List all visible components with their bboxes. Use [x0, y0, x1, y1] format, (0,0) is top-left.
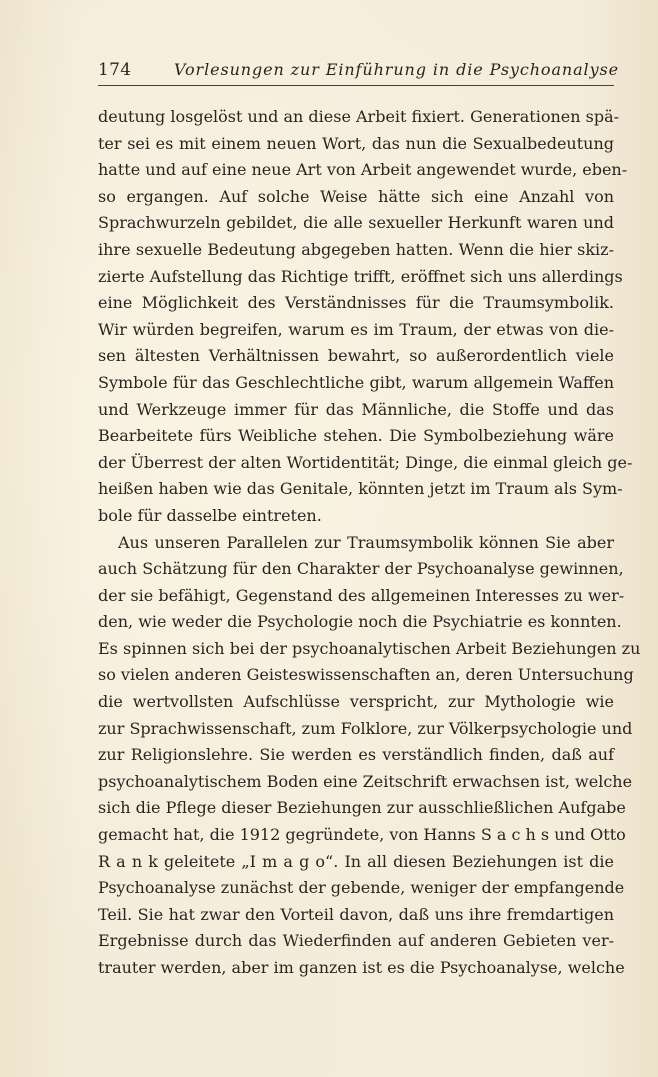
text-line: so ergangen. Auf solche Weise hätte sich eine Anzahl von: [98, 186, 614, 206]
text-line: zur Sprachwissenschaft, zum Folklore, zur Völkerpsychologie und: [98, 718, 633, 738]
text-line: zur Religionslehre. Sie werden es verständlich finden, daß auf: [98, 745, 614, 765]
text-line: der sie befähigt, Gegenstand des allgemeinen Interesses zu wer-: [98, 585, 625, 605]
running-head: Vorlesungen zur Einführung in die Psychoanalyse: [174, 60, 619, 79]
text-line: hatte und auf eine neue Art von Arbeit angewendet wurde, eben-: [98, 160, 628, 180]
text-line: gemacht hat, die 1912 gegründete, von Hanns S a c h s und Otto: [98, 825, 626, 845]
body-text: [98, 104, 641, 982]
text-line: Ergebnisse durch das Wiederfinden auf anderen Gebieten ver-: [98, 931, 614, 951]
text-line: ter sei es mit einem neuen Wort, das nun die Sexualbedeutung: [98, 133, 614, 153]
paragraph: [98, 104, 633, 530]
text-line: auch Schätzung für den Charakter der Psychoanalyse gewinnen,: [98, 559, 624, 579]
text-line: heißen haben wie das Genitale, könnten jetzt im Traum als Sym-: [98, 479, 623, 499]
page-number: 174: [98, 60, 132, 80]
text-line: den, wie weder die Psychologie noch die Psychiatrie es konnten.: [98, 612, 622, 632]
text-line: sen ältesten Verhältnissen bewahrt, so außerordentlich viele: [98, 346, 614, 366]
paragraph: [98, 530, 641, 982]
text-line: ihre sexuelle Bedeutung abgegeben hatten. Wenn die hier skiz-: [98, 239, 614, 259]
text-line: Bearbeitete fürs Weibliche stehen. Die Symbolbeziehung wäre: [98, 426, 614, 446]
text-line: Wir würden begreifen, warum es im Traum, der etwas von die-: [98, 319, 614, 339]
text-line: Aus unseren Parallelen zur Traumsymbolik können Sie aber: [118, 532, 614, 552]
header-rule: [98, 85, 614, 86]
text-line: die wertvollsten Aufschlüsse verspricht, zur Mythologie wie: [98, 692, 614, 712]
text-line: R a n k geleitete „I m a g o“. In all diesen Beziehungen ist die: [98, 851, 614, 871]
text-line: sich die Pflege dieser Beziehungen zur ausschließlichen Aufgabe: [98, 798, 626, 818]
text-line: psychoanalytischem Boden eine Zeitschrift erwachsen ist, welche: [98, 771, 633, 791]
text-line: Es spinnen sich bei der psychoanalytischen Arbeit Beziehungen zu: [98, 638, 641, 658]
text-line: Symbole für das Geschlechtliche gibt, warum allgemein Waffen: [98, 372, 614, 392]
text-line: und Werkzeuge immer für das Männliche, die Stoffe und das: [98, 399, 614, 419]
text-line: so vielen anderen Geisteswissenschaften an, deren Untersuchung: [98, 665, 634, 685]
text-line: Sprachwurzeln gebildet, die alle sexueller Herkunft waren und: [98, 213, 614, 233]
text-line: trauter werden, aber im ganzen ist es die Psychoanalyse, welche: [98, 958, 625, 977]
text-line: zierte Aufstellung das Richtige trifft, eröffnet sich uns allerdings: [98, 266, 623, 286]
page-header: [98, 56, 619, 86]
text-line: Psychoanalyse zunächst der gebende, weniger der empfangende: [98, 878, 625, 898]
text-line: Teil. Sie hat zwar den Vorteil davon, daß uns ihre fremdartigen: [98, 904, 614, 924]
text-line: der Überrest der alten Wortidentität; Dinge, die einmal gleich ge-: [98, 452, 633, 472]
text-line: bole für dasselbe eintreten.: [98, 505, 322, 525]
text-line: deutung losgelöst und an diese Arbeit fixiert. Generationen spä-: [98, 107, 620, 126]
text-line: eine Möglichkeit des Verständnisses für die Traumsymbolik.: [98, 293, 614, 313]
